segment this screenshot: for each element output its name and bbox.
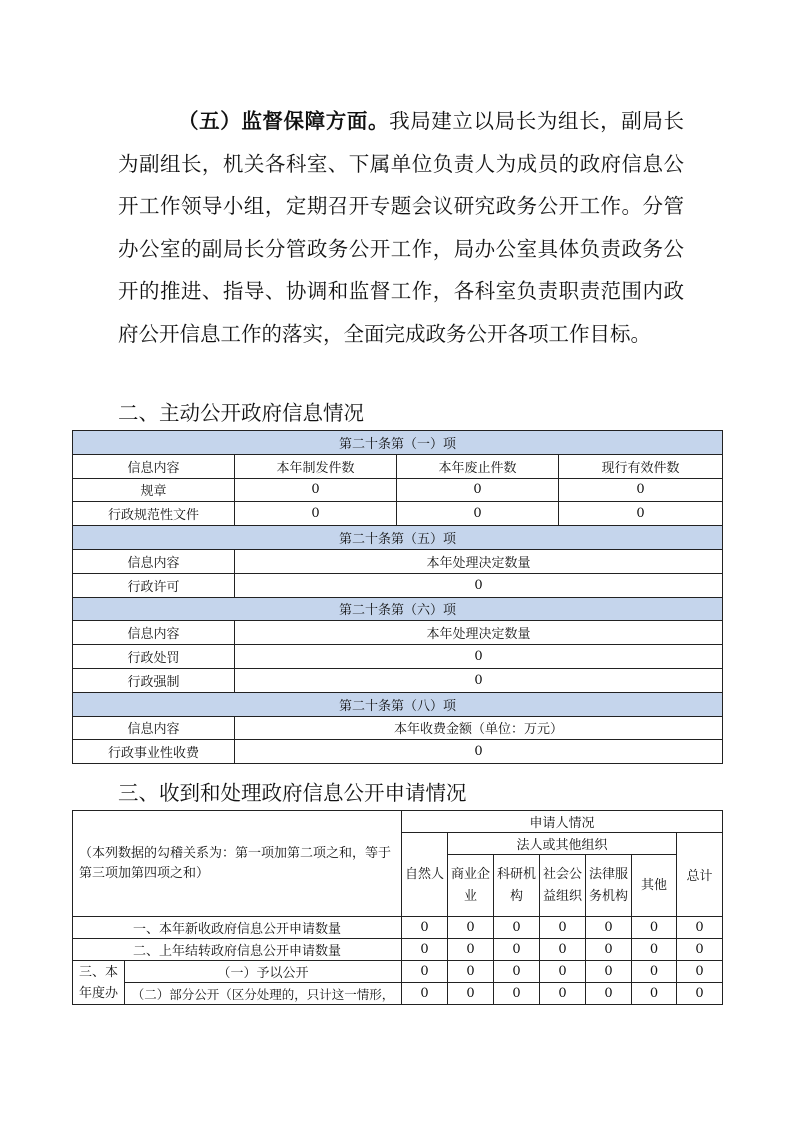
note-cell: （本列数据的勾稽关系为：第一项加第二项之和，等于第三项加第四项之和） — [73, 811, 402, 917]
section-3-title: 三、收到和处理政府信息公开申请情况 — [118, 781, 467, 805]
value-cell: 0 — [448, 939, 494, 961]
value-cell: 0 — [402, 961, 448, 983]
table-row — [73, 740, 723, 764]
proactive-disclosure-table — [72, 430, 723, 764]
header-cell: 本年处理决定数量 — [235, 621, 723, 645]
value-cell: 0 — [586, 983, 632, 1005]
table-row — [73, 573, 723, 597]
value-cell: 0 — [559, 478, 723, 502]
supervision-paragraph — [118, 100, 684, 355]
header-cell: 信息内容 — [73, 454, 235, 478]
table-row — [73, 917, 723, 939]
row-label: 行政强制 — [73, 668, 235, 692]
value-cell: 0 — [235, 740, 723, 764]
section-title: 第二十条第（六）项 — [73, 597, 723, 621]
value-cell: 0 — [235, 502, 397, 526]
table-row — [73, 502, 723, 526]
value-cell: 0 — [540, 939, 586, 961]
paragraph-lead: （五）监督保障方面。 — [178, 109, 390, 133]
value-cell: 0 — [235, 573, 723, 597]
applicant-header: 申请人情况 — [402, 811, 723, 833]
value-cell: 0 — [448, 917, 494, 939]
value-cell: 0 — [494, 961, 540, 983]
section-title: 第二十条第（一）项 — [73, 431, 723, 455]
table-row — [73, 645, 723, 669]
application-table — [72, 810, 723, 1005]
total-header: 总计 — [677, 833, 723, 917]
value-cell: 0 — [632, 939, 677, 961]
col-public-welfare: 社会公益组织 — [540, 855, 586, 917]
value-cell: 0 — [586, 939, 632, 961]
value-cell: 0 — [235, 478, 397, 502]
table-row — [73, 478, 723, 502]
value-cell: 0 — [632, 983, 677, 1005]
row-label: 一、本年新收政府信息公开申请数量 — [73, 917, 402, 939]
value-cell: 0 — [559, 502, 723, 526]
header-cell: 本年制发件数 — [235, 454, 397, 478]
table-row — [73, 668, 723, 692]
table-row — [73, 961, 723, 983]
value-cell: 0 — [677, 983, 723, 1005]
value-cell: 0 — [632, 961, 677, 983]
header-cell: 本年收费金额（单位：万元） — [235, 716, 723, 740]
value-cell: 0 — [494, 917, 540, 939]
section-2-title: 二、主动公开政府信息情况 — [118, 401, 364, 425]
row-label: 规章 — [73, 478, 235, 502]
value-cell: 0 — [402, 917, 448, 939]
section-title: 第二十条第（五）项 — [73, 526, 723, 550]
value-cell: 0 — [402, 939, 448, 961]
header-cell: 本年废止件数 — [397, 454, 559, 478]
value-cell: 0 — [397, 502, 559, 526]
value-cell: 0 — [448, 961, 494, 983]
value-cell: 0 — [494, 939, 540, 961]
row-group-label: 三、本年度办 — [73, 961, 125, 1005]
value-cell: 0 — [540, 917, 586, 939]
row-label: （二）部分公开（区分处理的，只计这一情形， — [125, 983, 402, 1005]
value-cell: 0 — [448, 983, 494, 1005]
value-cell: 0 — [235, 645, 723, 669]
header-cell: 信息内容 — [73, 549, 235, 573]
value-cell: 0 — [677, 939, 723, 961]
value-cell: 0 — [235, 668, 723, 692]
row-label: 行政事业性收费 — [73, 740, 235, 764]
value-cell: 0 — [402, 983, 448, 1005]
value-cell: 0 — [586, 917, 632, 939]
value-cell: 0 — [586, 961, 632, 983]
col-legal-service: 法律服务机构 — [586, 855, 632, 917]
legal-header: 法人或其他组织 — [448, 833, 677, 855]
row-label: 行政许可 — [73, 573, 235, 597]
value-cell: 0 — [632, 917, 677, 939]
col-research: 科研机构 — [494, 855, 540, 917]
value-cell: 0 — [397, 478, 559, 502]
header-cell: 本年处理决定数量 — [235, 549, 723, 573]
table-row — [73, 939, 723, 961]
row-label: （一）予以公开 — [125, 961, 402, 983]
value-cell: 0 — [677, 961, 723, 983]
value-cell: 0 — [494, 983, 540, 1005]
value-cell: 0 — [540, 983, 586, 1005]
row-label: 二、上年结转政府信息公开申请数量 — [73, 939, 402, 961]
header-cell: 信息内容 — [73, 716, 235, 740]
paragraph-body: 我局建立以局长为组长，副局长为副组长，机关各科室、下属单位负责人为成员的政府信息公开工作领导小组，定期召开专题会议研究政务公开工作。分管办公室的副局长分管政务公开工作，局办公室具体负责政务公开的推进、指导、协调和监督工作，各科室负责职责范围内政府公开信息工作的落实，全面完成政务公开各项工作目标。 — [118, 109, 685, 346]
row-label: 行政规范性文件 — [73, 502, 235, 526]
col-other: 其他 — [632, 855, 677, 917]
value-cell: 0 — [540, 961, 586, 983]
table-row — [73, 983, 723, 1005]
section-title: 第二十条第（八）项 — [73, 692, 723, 716]
natural-person-header: 自然人 — [402, 833, 448, 917]
value-cell: 0 — [677, 917, 723, 939]
col-commercial: 商业企业 — [448, 855, 494, 917]
row-label: 行政处罚 — [73, 645, 235, 669]
header-cell: 现行有效件数 — [559, 454, 723, 478]
header-cell: 信息内容 — [73, 621, 235, 645]
